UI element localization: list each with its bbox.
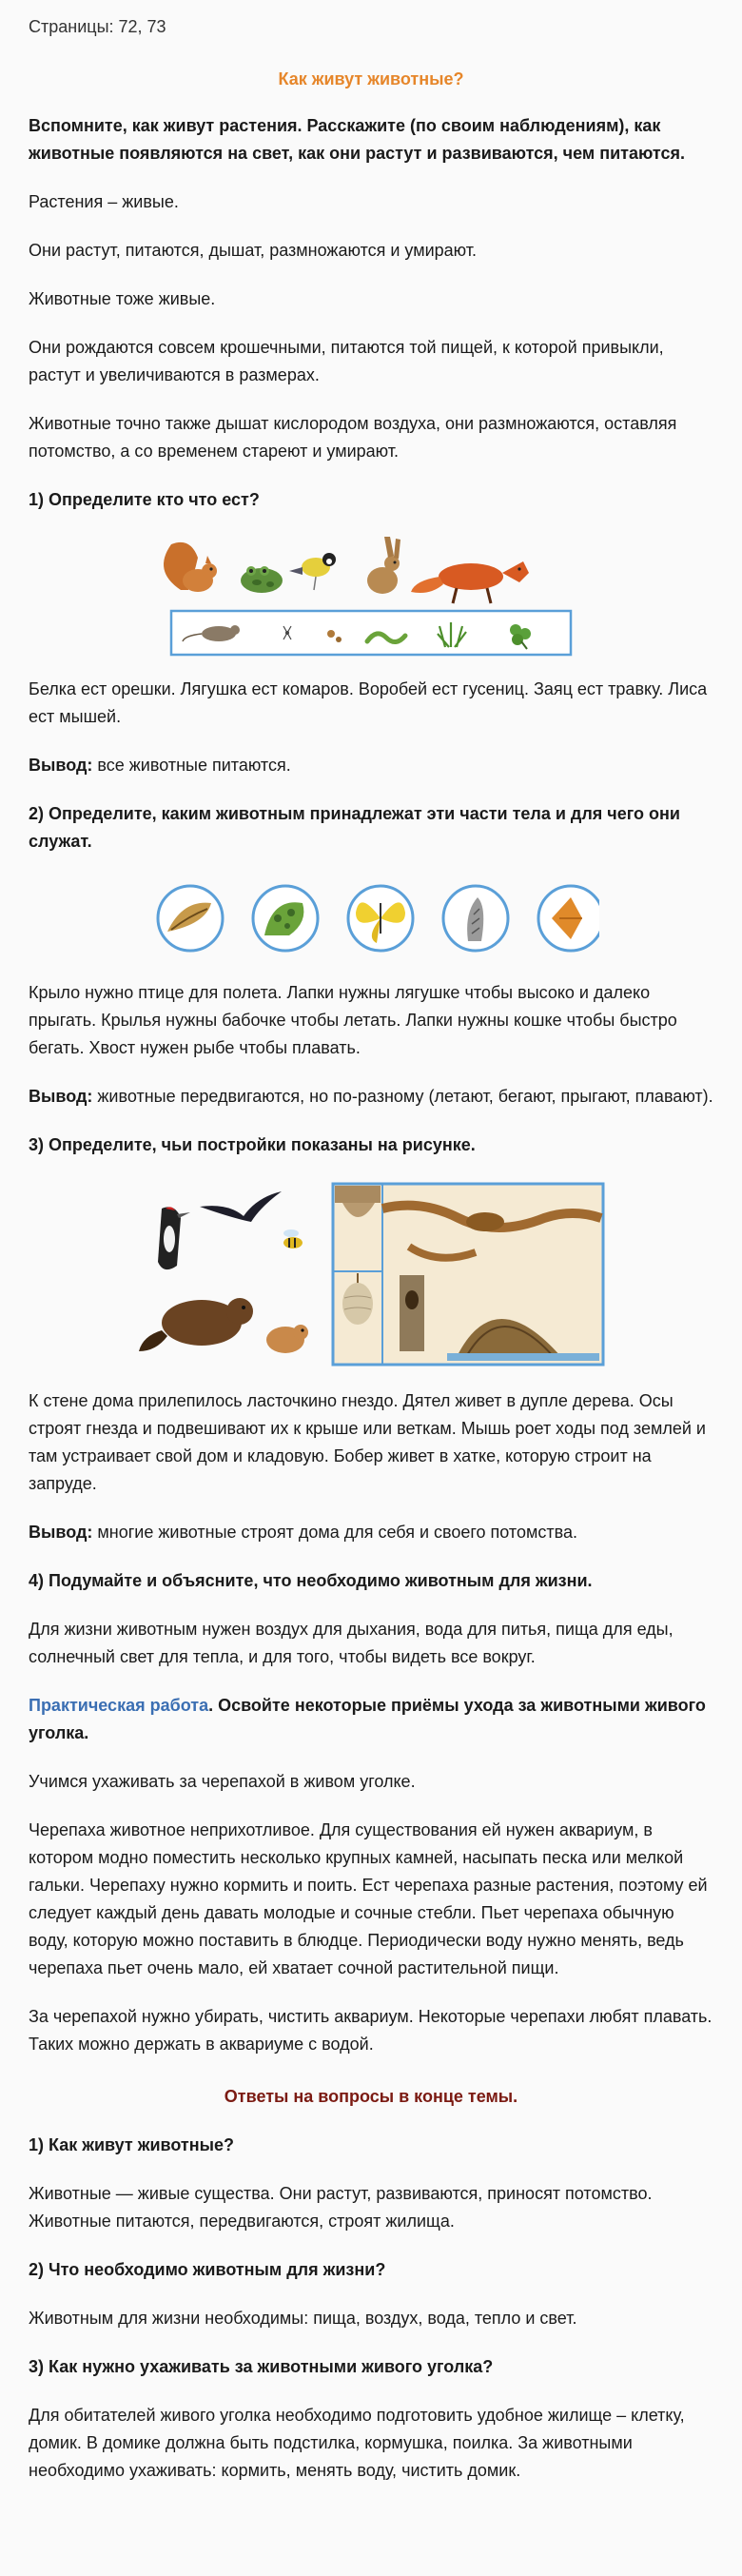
final-question-1: 1) Как живут животные? — [29, 2135, 234, 2154]
intro-answer-1: Растения – живые. — [29, 192, 179, 211]
swallow-picture — [200, 1191, 282, 1222]
practical-paragraph-1: Учимся ухаживать за черепахой в живом уголке. — [29, 1772, 416, 1791]
final-question-3: 3) Как нужно ухаживать за животными живого уголка? — [29, 2357, 494, 2376]
intro-answer-2: Они растут, питаются, дышат, размножаются и умирают. — [29, 241, 478, 260]
frog-leg-circle — [253, 886, 318, 951]
figure-body-parts — [29, 876, 713, 962]
squirrel-picture — [164, 542, 217, 592]
final-answer-2: Животным для жизни необходимы: пища, воздух, вода, тепло и свет. — [29, 2309, 577, 2328]
task2-conclusion-label: Вывод: — [29, 1087, 93, 1106]
page-title: Как живут животные? — [278, 69, 464, 88]
practical-paragraph-3: За черепахой нужно убирать, чистить аквариум. Некоторые черепахи любят плавать. Таких можно держать в аквариуме с водой. — [29, 2007, 713, 2054]
task4-question: 4) Подумайте и объясните, что необходимо животным для жизни. — [29, 1571, 593, 1590]
task1-conclusion: все животные питаются. — [92, 756, 291, 775]
fox-picture — [411, 561, 529, 603]
fish-tail-circle — [538, 886, 599, 951]
figure-who-eats-what — [29, 535, 713, 659]
intro-answer-3: Животные тоже живые. — [29, 289, 216, 308]
cat-paw-circle — [443, 886, 508, 951]
final-question-2: 2) Что необходимо животным для жизни? — [29, 2260, 386, 2279]
task3-answer: К стене дома прилепилось ласточкино гнездо. Дятел живет в дупле дерева. Осы строят гнезда и подвешивают их к крыше или веткам. Мышь роет ходы под землей и там устраивает свой дом и кладовую. Бобер живет в хатке, которую строит на запруде. — [29, 1391, 706, 1493]
final-answer-3: Для обитателей живого уголка необходимо подготовить удобное жилище – клетку, домик. В домике должна быть подстилка, кормушка, поилка. За животными необходимо ухаживать: кормить, менять воду, чистить домик. — [29, 2406, 685, 2480]
practical-question: . Освойте некоторые приёмы ухода за животными живого уголка. — [29, 1696, 706, 1742]
wasp-picture — [283, 1229, 303, 1249]
task3-conclusion-label: Вывод: — [29, 1523, 93, 1542]
wing-circle — [158, 886, 223, 951]
task1-question: 1) Определите кто что ест? — [29, 490, 260, 509]
practical-paragraph-2: Черепаха животное неприхотливое. Для существования ей нужен аквариум, в котором модно поместить несколько крупных камней, насыпать песка или мелкой гальки. Черепаху нужно кормить и поить. Ест черепаха разные растения, поэтому ей следует каждый день давать молодые и сочные стебли. Пьет черепаха обычную воду, которую можно поставить в блюдце. Периодически воду нужно менять, ведь черепаха пьет очень мало, ей хватает сочной растительной пищи. — [29, 1820, 708, 1977]
frog-picture — [241, 566, 283, 593]
task4-answer: Для жизни животным нужен воздух для дыхания, вода для питья, пища для еды, солнечный свет для тепла, и для того, чтобы видеть все вокруг. — [29, 1620, 674, 1666]
final-answer-1: Животные — живые существа. Они растут, развиваются, приносят потомство. Животные питаются, передвигаются, строят жилища. — [29, 2184, 653, 2231]
hare-picture — [367, 537, 400, 594]
intro-answer-4: Они рождаются совсем крошечными, питаются той пищей, к которой привыкли, растут и увеличиваются в размерах. — [29, 338, 664, 384]
woodpecker-hollow-picture — [400, 1275, 424, 1351]
intro-question: Вспомните, как живут растения. Расскажите (по своим наблюдениям), как животные появляются на свет, как они растут и развиваются, чем питаются. — [29, 116, 685, 163]
task2-conclusion: животные передвигаются, но по-разному (летают, бегают, прыгают, плавают). — [92, 1087, 713, 1106]
figure-animal-homes — [29, 1180, 713, 1370]
practical-work-link[interactable]: Практическая работа — [29, 1696, 209, 1715]
task2-question: 2) Определите, каким животным принадлежат эти части тела и для чего они служат. — [29, 804, 680, 851]
hamster-picture — [266, 1325, 308, 1353]
task1-answer: Белка ест орешки. Лягушка ест комаров. Воробей ест гусениц. Заяц ест травку. Лиса ест мышей. — [29, 679, 708, 726]
beaver-picture — [139, 1298, 253, 1351]
task3-conclusion: многие животные строят дома для себя и своего потомства. — [92, 1523, 577, 1542]
intro-answer-5: Животные точно также дышат кислородом воздуха, они размножаются, оставляя потомство, а со временем стареют и умирают. — [29, 414, 677, 461]
butterfly-wings-circle — [348, 886, 413, 951]
task1-conclusion-label: Вывод: — [29, 756, 93, 775]
bird-picture — [289, 553, 336, 590]
task2-answer: Крыло нужно птице для полета. Лапки нужны лягушке чтобы высоко и далеко прыгать. Крылья нужны бабочке чтобы летать. Лапки нужны кошке чтобы быстро бегать. Хвост нужен рыбе чтобы плавать. — [29, 983, 677, 1057]
task3-question: 3) Определите, чьи постройки показаны на рисунке. — [29, 1135, 476, 1154]
page-numbers: Страницы: 72, 73 — [29, 17, 166, 36]
answers-title: Ответы на вопросы в конце темы. — [224, 2087, 518, 2106]
woodpecker-picture — [158, 1207, 190, 1269]
